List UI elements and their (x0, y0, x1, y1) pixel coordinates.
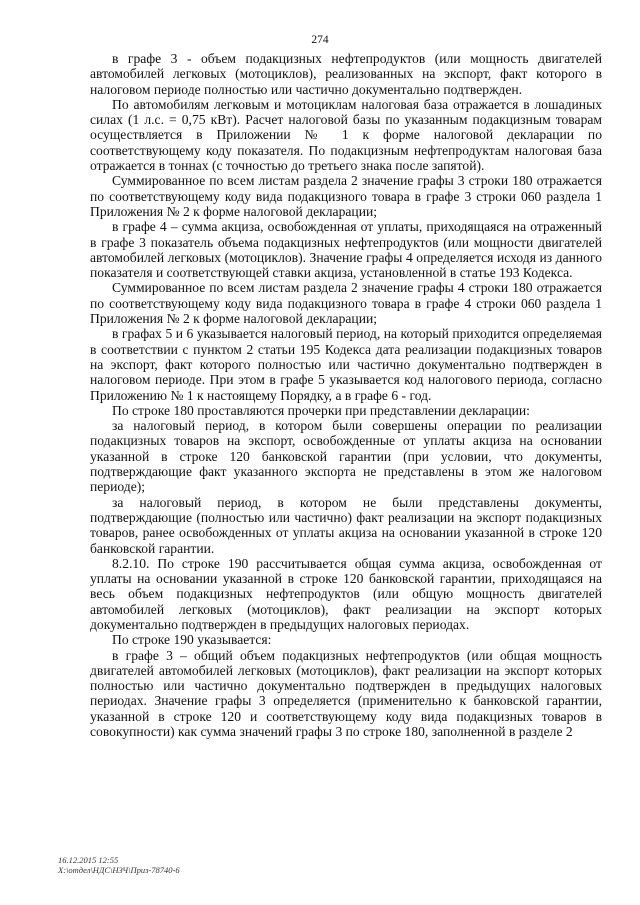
paragraph: в графах 5 и 6 указывается налоговый период, на который приходится определяемая в соответствии с пунктом 2 статьи 195 Кодекса дата реализации подакцизных товаров на экспорт, факт которого полностью или частично документально подтвержден в налоговом периоде. При этом в графе 5 указывается код налогового периода, согласно Приложению № 1 к настоящему Порядку, а в графе 6 - год. (90, 326, 602, 403)
paragraph: за налоговый период, в котором не были представлены документы, подтверждающие (полностью или частично) факт реализации на экспорт подакцизных товаров, ранее освобожденных от уплаты акциза на основании указанной в строке 120 банковской гарантии. (90, 494, 602, 556)
paragraph: в графе 4 – сумма акциза, освобожденная от уплаты, приходящаяся на отраженный в графе 3 показатель объема подакцизных нефтепродуктов (или мощности двигателей автомобилей легковых (мотоциклов). Значение графы 4 определяется исходя из данного показателя и соответствующей ставки акциза, установленной в статье 193 Кодекса. (90, 219, 602, 281)
paragraph: Суммированное по всем листам раздела 2 значение графы 4 строки 180 отражается по соответствующему коду вида подакцизного товара в графе 4 строки 060 раздела 1 Приложения № 2 к форме налоговой декларации; (90, 280, 602, 327)
body-text (90, 51, 602, 739)
page-number: 274 (311, 34, 329, 46)
footer (58, 855, 180, 875)
paragraph: По строке 190 указывается: (112, 632, 272, 648)
paragraph: 8.2.10. По строке 190 рассчитывается общая сумма акциза, освобожденная от уплаты на основании указанной в строке 120 банковской гарантии, приходящаяся на весь объем подакцизных нефтепродуктов (или общую мощность двигателей автомобилей легковых (мотоциклов), факт реализации на экспорт которых документально подтвержден в предыдущих налоговых периодах. (90, 555, 602, 632)
footer-timestamp: 16.12.2015 12:55 (58, 855, 119, 865)
paragraph: в графе 3 - объем подакцизных нефтепродуктов (или мощность двигателей автомобилей легковых (мотоциклов), реализованных на экспорт, факт которого в налоговом периоде полностью или частично документально подтвержден. (90, 51, 602, 97)
paragraph: за налоговый период, в котором были совершены операции по реализации подакцизных товаров на экспорт, освобожденные от уплаты акциза на основании указанной в строке 120 банковской гарантии (при условии, что документы, подтверждающие факт указанного экспорта не представлены в этом же налоговом периоде); (90, 418, 602, 495)
footer-file-ref: Х:\отдел\НДС\НЗЧ\Приз-78740-6 (58, 865, 180, 875)
paragraph: По строке 180 проставляются прочерки при представлении декларации: (112, 402, 530, 418)
paragraph: Суммированное по всем листам раздела 2 значение графы 3 строки 180 отражается по соответствующему коду вида подакцизного товара в графе 3 строки 060 раздела 1 Приложения № 2 к форме налоговой декларации; (90, 173, 602, 219)
paragraph: в графе 3 – общий объем подакцизных нефтепродуктов (или общая мощность двигателей автомобилей легковых (мотоциклов), факт реализации на экспорт которых полностью или частично документально подтвержден в предыдущих налоговых периодах. Значение графы 3 определяется (применительно к банковской гарантии, указанной в строке 120 и соответствующему коду вида подакцизных товаров в совокупности) как сумма значений графы 3 по строке 180, заполненной в разделе 2 (90, 647, 602, 740)
paragraph: По автомобилям легковым и мотоциклам налоговая база отражается в лошадиных силах (1 л.с. = 0,75 кВт). Расчет налоговой базы по указанным подакцизным товарам осуществляется в Приложении № 1 к форме налоговой декларации по соответствующему коду показателя. По подакцизным нефтепродуктам налоговая база отражается в тоннах (с точностью до третьего знака после запятой). (90, 96, 602, 174)
